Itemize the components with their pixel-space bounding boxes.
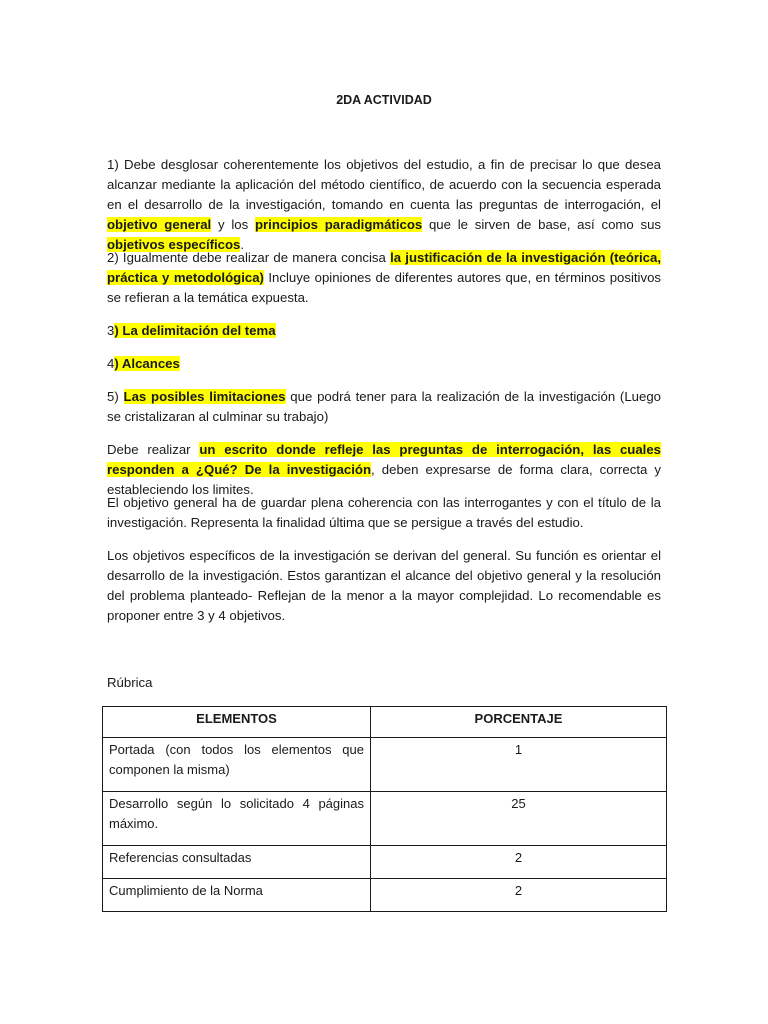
p4-text-a: 4 [107,356,115,371]
highlight-limitaciones: Las posibles limitaciones [123,389,286,404]
highlight-delimitacion: ) La delimitación del tema [114,323,276,338]
paragraph-delimitation [107,321,661,341]
highlight-alcances: ) Alcances [114,356,180,371]
rubric-label: Rúbrica [107,675,153,690]
header-elements: ELEMENTOS [103,707,371,738]
p1-text-d: . [240,237,245,252]
rubric-element-cell: Portada (con todos los elementos que componen la misma) [103,738,371,792]
rubric-element-cell: Desarrollo según lo solicitado 4 páginas máximo. [103,792,371,846]
rubric-value-cell: 1 [371,738,667,792]
table-row [103,738,667,792]
highlight-principios: principios paradigmáticos [254,217,423,232]
p2-text-b: Incluye opiniones de diferentes autores que, en términos positivos se refieran a la temática expuesta. [107,270,662,305]
paragraph-general-objective: El objetivo general ha de guardar plena coherencia con las interrogantes y con el título de la investigación. Representa la finalidad última que se persigue a través del estudio. [107,495,661,530]
table-row [103,879,667,912]
rubric-table [102,706,667,912]
paragraph-objectives [107,155,661,255]
rubric-value-cell: 25 [371,792,667,846]
highlight-justificacion: la justificación de la investigación (teórica, práctica y metodológica) [107,250,661,285]
p1-text-b: y los [211,217,255,232]
highlight-objetivos-especificos: objetivos específicos [107,237,241,252]
rubric-element-cell: Referencias consultadas [103,846,371,879]
p2-text-a: 2) Igualmente debe realizar de manera concisa [107,250,391,265]
p1-text-a: 1) Debe desglosar coherentemente los objetivos del estudio, a fin de precisar lo que desea alcanzar mediante la aplicación del método científico, de acuerdo con la secuencia esperada en el desarrollo de la investigación, tomando en cuenta las preguntas de interrogación, el [107,157,661,212]
rubric-value-cell: 2 [371,879,667,912]
rubric-element-cell: Cumplimiento de la Norma [103,879,371,912]
table-row [103,846,667,879]
table-row [103,792,667,846]
p1-text-c: que le sirven de base, así como sus [422,217,662,232]
p6-text-a: Debe realizar [107,442,200,457]
p6-text-b: , deben expresarse de forma clara, correcta y estableciendo los limites. [107,462,661,497]
highlight-escrito: un escrito donde refleje las preguntas de interrogación, las cuales responden a ¿Qué? De la investigación [107,442,661,477]
rubric-header-row [103,707,667,738]
paragraph-specific-objectives: Los objetivos específicos de la investigación se derivan del general. Su función es orientar el desarrollo de la investigación. Estos garantizan el alcance del objetivo general y la resolución del problema planteado- Reflejan de la menor a la mayor complejidad. Lo recomendable es proponer entre 3 y 4 objetivos. [107,548,661,623]
paragraph-written-questions [107,440,661,500]
highlight-objetivo-general: objetivo general [107,217,212,232]
p3-text-a: 3 [107,323,115,338]
rubric-value-cell: 2 [371,846,667,879]
header-percentage: PORCENTAJE [371,707,667,738]
p5-text-b: que podrá tener para la realización de la investigación (Luego se cristalizaran al culminar su trabajo) [107,389,661,424]
paragraph-justification [107,248,661,308]
p5-text-a: 5) [107,389,124,404]
document-title: 2DA ACTIVIDAD [336,93,432,107]
paragraph-scope [107,354,661,374]
paragraph-limitations [107,387,661,427]
